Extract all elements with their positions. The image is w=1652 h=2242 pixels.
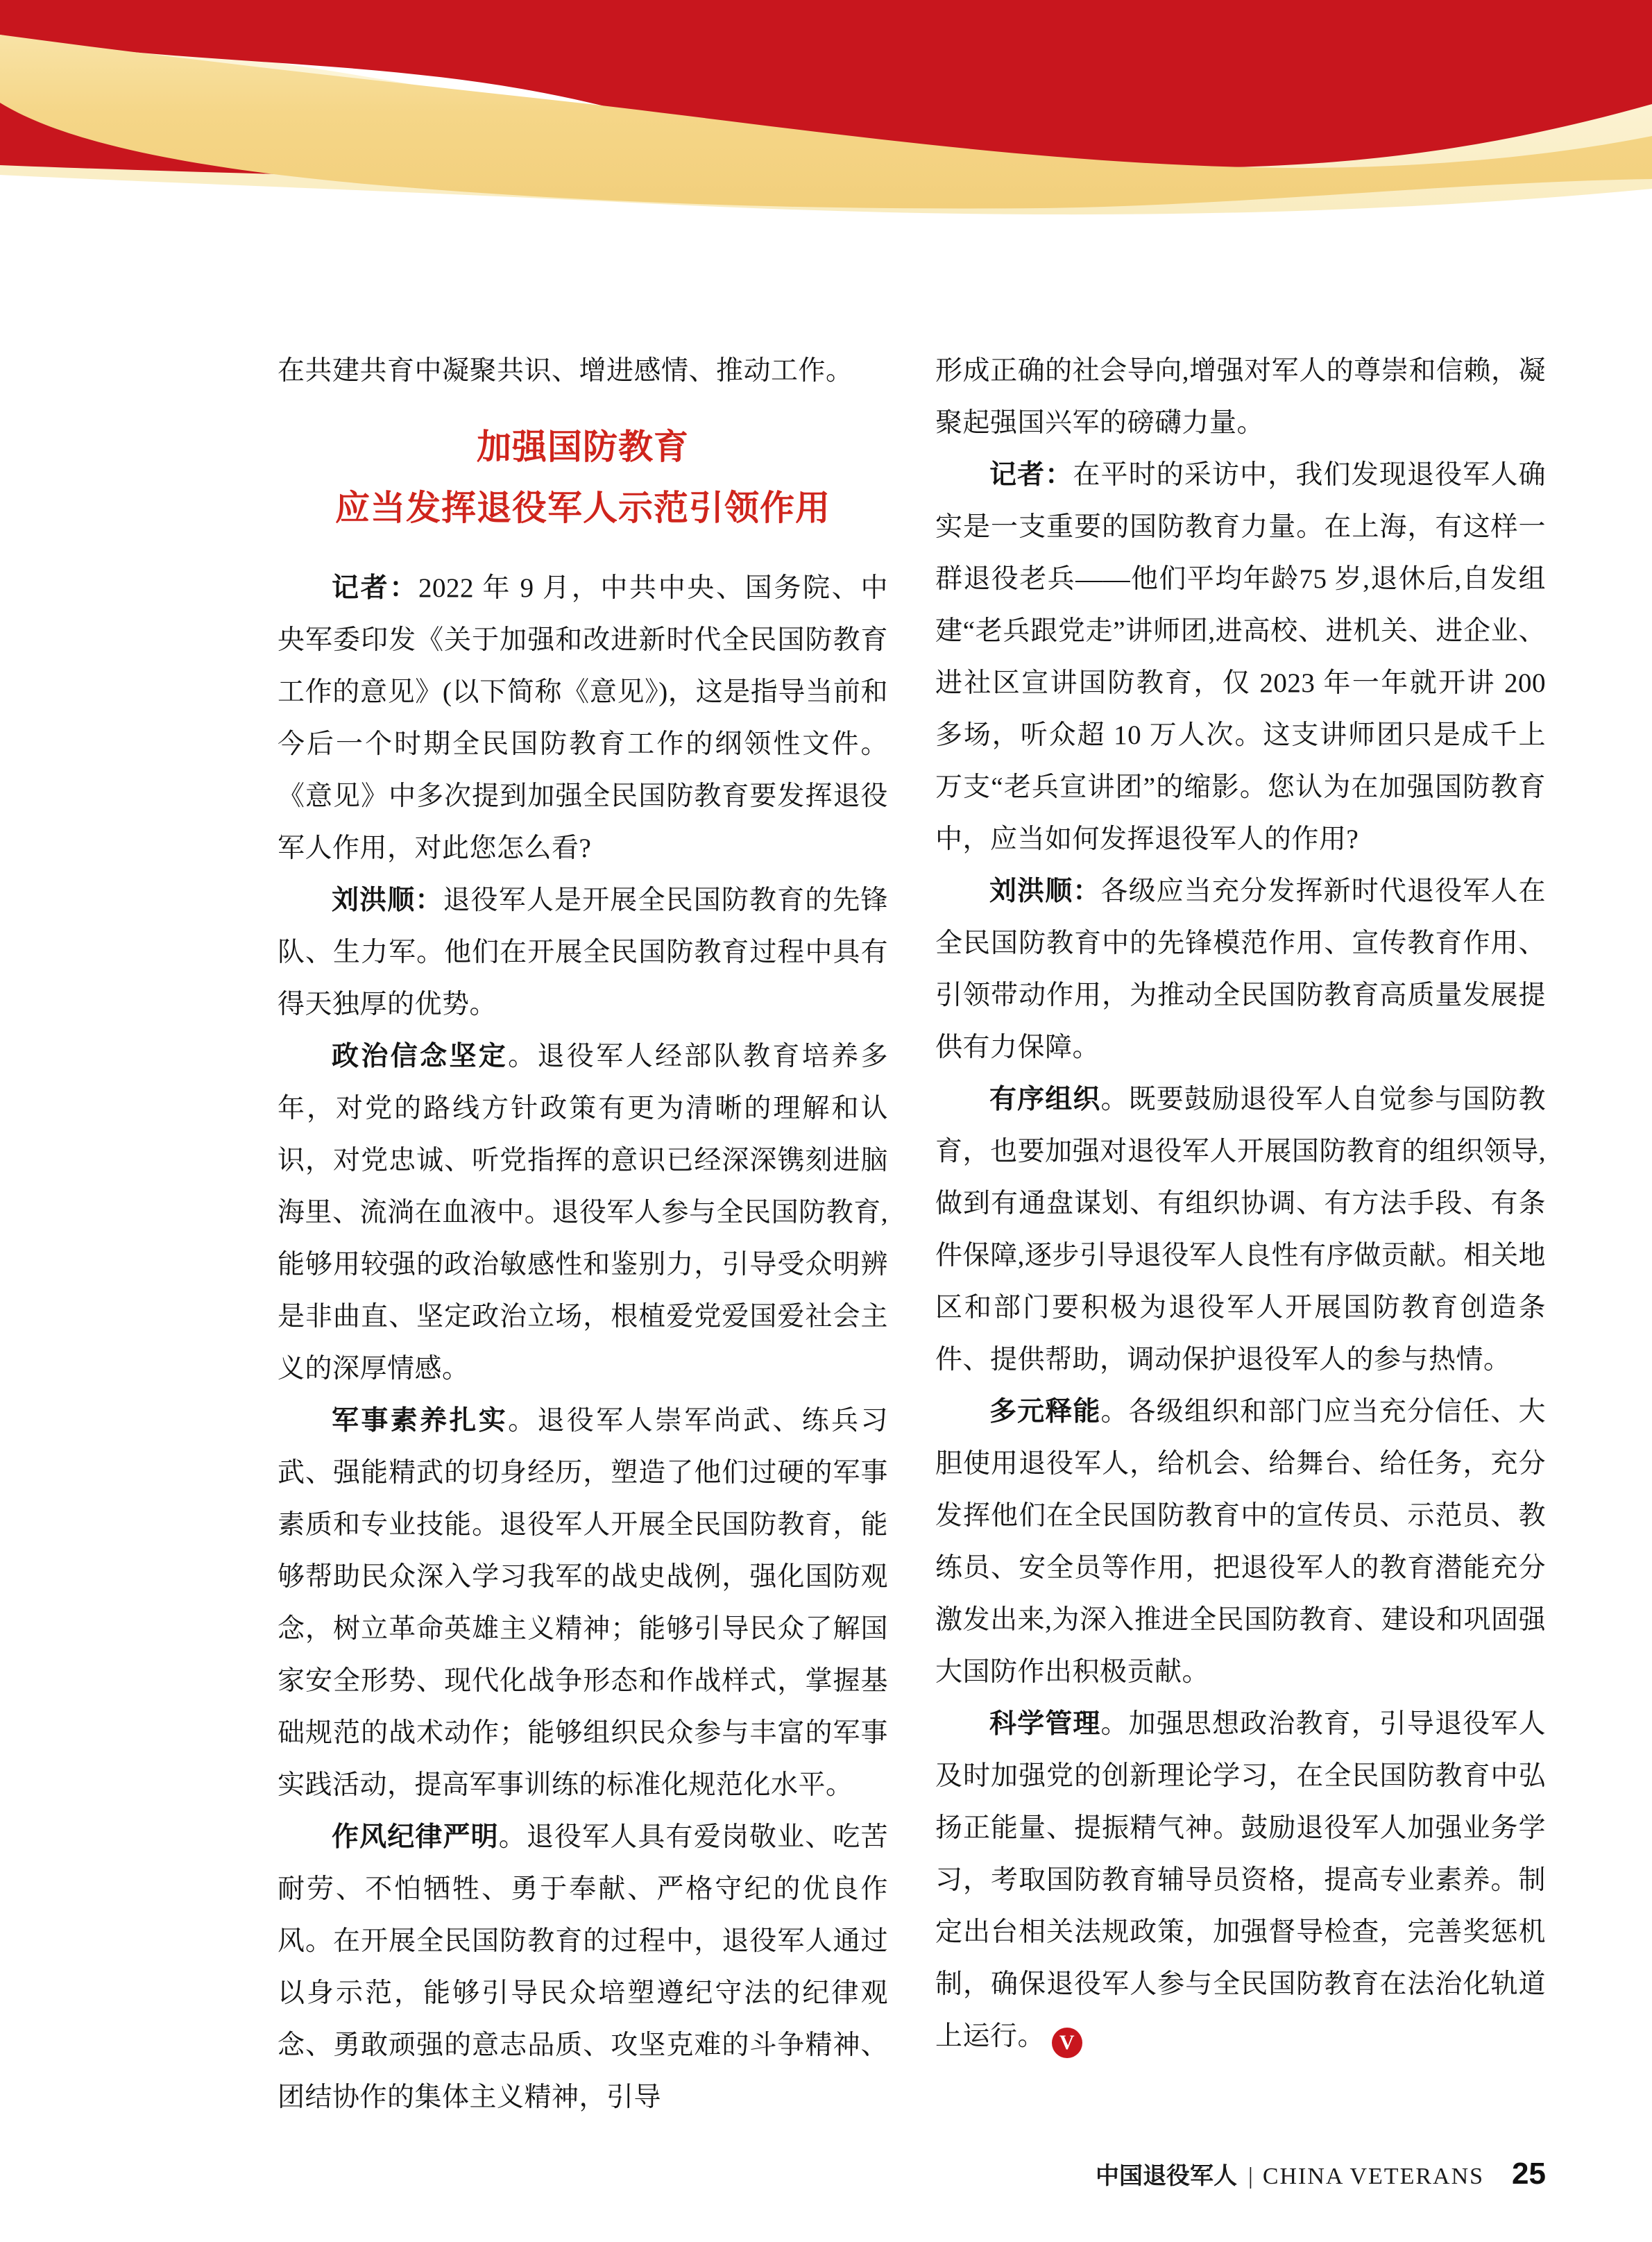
paragraph-reporter-q1: [278, 562, 888, 874]
paragraph-text: 。各级组织和部门应当充分信任、大胆使用退役军人，给机会、给舞台、给任务，充分发挥他们在全民国防教育中的宣传员、示范员、教练员、安全员等作用，把退役军人的教育潜能充分激发出来,为深入推进全民国防教育、建设和巩固强大国防作出积极贡献。: [935, 1397, 1546, 1687]
point-label: 政治信念坚定: [332, 1042, 509, 1071]
point-label: 科学管理: [989, 1709, 1101, 1739]
point-label: 有序组织: [989, 1085, 1101, 1114]
page-footer: [935, 2157, 1546, 2191]
paragraph-text: 。既要鼓励退役军人自觉参与国防教育，也要加强对退役军人开展国防教育的组织领导,做到有通盘谋划、有组织协调、有方法手段、有条件保障,逐步引导退役军人良性有序做贡献。相关地区和部门要积极为退役军人开展国防教育创造条件、提供帮助，调动保护退役军人的参与热情。: [935, 1085, 1546, 1375]
paragraph-political-conviction: [278, 1030, 888, 1395]
point-label: 作风纪律严明: [332, 1822, 499, 1852]
paragraph-military-quality: [278, 1395, 888, 1811]
paragraph-text: 各级应当充分发挥新时代退役军人在全民国防教育中的先锋模范作用、宣传教育作用、引领带动作用，为推动全民国防教育高质量发展提供有力保障。: [935, 876, 1546, 1062]
banner-graphic: [0, 0, 1652, 326]
page-number: 25: [1512, 2157, 1546, 2191]
paragraph-text: 在平时的采访中，我们发现退役军人确实是一支重要的国防教育力量。在上海，有这样一群退役老兵——他们平均年龄75 岁,退休后,自发组建“老兵跟党走”讲师团,进高校、进机关、进企业、进社区宣讲国防教育，仅 2023 年一年就开讲 200 多场，听众超 10 万人次。这支讲师团只是成千上万支“老兵宣讲团”的缩影。您认为在加强国防教育中，应当如何发挥退役军人的作用?: [935, 460, 1546, 854]
footer-divider: |: [1248, 2164, 1253, 2189]
speaker-label: 记者：: [989, 460, 1073, 490]
magazine-title-zh: 中国退役军人: [1096, 2163, 1237, 2189]
paragraph-text: 。退役军人具有爱岗敬业、吃苦耐劳、不怕牺牲、勇于奉献、严格守纪的优良作风。在开展全民国防教育的过程中，退役军人通过以身示范，能够引导民众培塑遵纪守法的纪律观念、勇敢顽强的意志品质、攻坚克难的斗争精神、团结协作的集体主义精神，引导: [278, 1822, 888, 2112]
paragraph-reporter-q2: [935, 449, 1546, 865]
point-label: 军事素养扎实: [332, 1406, 509, 1436]
paragraph-text: 2022 年 9 月，中共中央、国务院、中央军委印发《关于加强和改进新时代全民国防教育工作的意见》(以下简称《意见》)，这是指导当前和今后一个时期全民国防教育工作的纲领性文件。《意见》中多次提到加强全民国防教育要发挥退役军人作用，对此您怎么看?: [278, 573, 888, 863]
right-column: [935, 345, 1546, 2062]
paragraph-liu-a2: [935, 865, 1546, 1073]
continuation-paragraph: [278, 345, 888, 397]
paragraph-text: 退役军人是开展全民国防教育的先锋队、生力军。他们在开展全民国防教育过程中具有得天独厚的优势。: [278, 885, 888, 1019]
paragraph-text: 形成正确的社会导向,增强对军人的尊崇和信赖，凝聚起强国兴军的磅礴力量。: [935, 356, 1546, 438]
point-label: 多元释能: [989, 1397, 1101, 1427]
paragraph-text: 。加强思想政治教育，引导退役军人及时加强党的创新理论学习，在全民国防教育中弘扬正能量、提振精气神。鼓励退役军人加强业务学习，考取国防教育辅导员资格，提高专业素养。制定出台相关法规政策，加强督导检查，完善奖惩机制，确保退役军人参与全民国防教育在法治化轨道上运行。: [935, 1709, 1546, 2051]
speaker-label: 记者：: [332, 573, 419, 603]
paragraph-orderly-organization: [935, 1073, 1546, 1386]
heading-line-1: 加强国防教育: [477, 427, 689, 466]
article-heading: [278, 416, 888, 538]
speaker-label: 刘洪顺：: [989, 876, 1101, 906]
magazine-title-en: CHINA VETERANS: [1262, 2164, 1485, 2189]
left-column: [278, 345, 888, 2123]
paragraph-text: 。退役军人经部队教育培养多年，对党的路线方针政策有更为清晰的理解和认识，对党忠诚、听党指挥的意识已经深深镌刻进脑海里、流淌在血液中。退役军人参与全民国防教育,能够用较强的政治敏感性和鉴别力，引导受众明辨是非曲直、坚定政治立场，根植爱党爱国爱社会主义的深厚情感。: [278, 1042, 888, 1384]
continuation-paragraph-right: [935, 345, 1546, 449]
banner-wave-icon: [0, 0, 1652, 326]
heading-line-2: 应当发挥退役军人示范引领作用: [335, 489, 831, 527]
paragraph-liu-a1: [278, 874, 888, 1030]
continuation-text: 在共建共育中凝聚共识、增进感情、推动工作。: [278, 356, 853, 386]
paragraph-discipline: [278, 1811, 888, 2123]
article-end-icon: V: [1052, 2028, 1082, 2058]
paragraph-diverse-empowerment: [935, 1386, 1546, 1698]
speaker-label: 刘洪顺：: [332, 885, 443, 915]
paragraph-scientific-management: [935, 1698, 1546, 2062]
paragraph-text: 。退役军人崇军尚武、练兵习武、强能精武的切身经历，塑造了他们过硬的军事素质和专业技能。退役军人开展全民国防教育，能够帮助民众深入学习我军的战史战例，强化国防观念，树立革命英雄主义精神；能够引导民众了解国家安全形势、现代化战争形态和作战样式，掌握基础规范的战术动作；能够组织民众参与丰富的军事实践活动，提高军事训练的标准化规范化水平。: [278, 1406, 888, 1800]
